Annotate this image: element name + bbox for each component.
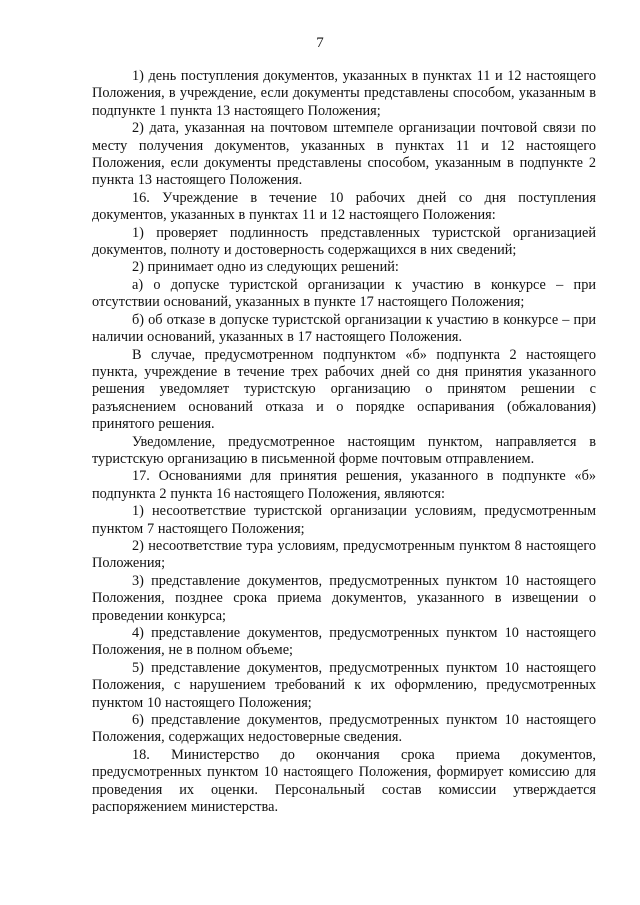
paragraph-admission: а) о допуске туристской организации к участию в конкурсе – при отсутствии оснований, указанных в пункте 17 настоящего Положения; <box>92 276 596 311</box>
paragraph-take-decision: 2) принимает одно из следующих решений: <box>132 259 399 276</box>
paragraph-notification-case: В случае, предусмотренном подпунктом «б» подпункта 2 настоящего пункта, учреждение в течение трех рабочих дней со дня принятия указанного решения уведомляет туристскую организацию о принятом решении с разъяснением оснований отказа и о порядке оспаривания (обжалования) принятого решения. <box>92 346 596 433</box>
paragraph-notification-delivery: Уведомление, предусмотренное настоящим пунктом, направляется в туристскую организацию в письменной форме почтовым отправлением. <box>92 433 596 467</box>
paragraph-clause-18: 18. Министерство до окончания срока приема документов, предусмотренных пунктом 10 настоящего Положения, формирует комиссию для проведения их оценки. Персональный состав комиссии утверждается распоряжением министерства. <box>92 746 596 816</box>
paragraph-ground-2: 2) несоответствие тура условиям, предусмотренным пунктом 8 настоящего Положения; <box>92 537 596 572</box>
paragraph-ground-5: 5) представление документов, предусмотренных пунктом 10 настоящего Положения, с нарушением требований к их оформлению, предусмотренных пунктом 10 настоящего Положения; <box>92 659 596 711</box>
paragraph-clause-16: 16. Учреждение в течение 10 рабочих дней со дня поступления документов, указанных в пунктах 11 и 12 настоящего Положения: <box>92 189 596 224</box>
paragraph-date-postmark: 2) дата, указанная на почтовом штемпеле организации почтовой связи по месту получения документов, указанных в пунктах 11 и 12 настоящего Положения, если документы представлены способом, указанным в подпункте 2 пункта 13 настоящего Положения. <box>92 120 596 189</box>
paragraph-ground-3: 3) представление документов, предусмотренных пунктом 10 настоящего Положения, позднее срока приема документов, указанного в извещении о проведении конкурса; <box>92 572 596 624</box>
document-body <box>92 68 596 816</box>
paragraph-ground-1: 1) несоответствие туристской организации условиям, предусмотренным пунктом 7 настоящего Положения; <box>92 503 596 537</box>
paragraph-date-receipt-institution: 1) день поступления документов, указанных в пунктах 11 и 12 настоящего Положения, в учреждение, если документы представлены способом, указанным в подпункте 1 пункта 13 настоящего Положения; <box>92 68 596 119</box>
paragraph-ground-4: 4) представление документов, предусмотренных пунктом 10 настоящего Положения, не в полном объеме; <box>92 625 596 659</box>
paragraph-refusal: б) об отказе в допуске туристской организации к участию в конкурсе – при наличии оснований, указанных в 17 настоящего Положения. <box>92 311 596 346</box>
paragraph-clause-17: 17. Основаниями для принятия решения, указанного в подпункте «б» подпункта 2 пункта 16 настоящего Положения, являются: <box>92 468 596 502</box>
paragraph-verify-documents: 1) проверяет подлинность представленных туристской организацией документов, полноту и достоверность содержащихся в них сведений; <box>92 224 596 259</box>
paragraph-ground-6: 6) представление документов, предусмотренных пунктом 10 настоящего Положения, содержащих недостоверные сведения. <box>92 712 596 746</box>
page-number: 7 <box>316 35 324 51</box>
